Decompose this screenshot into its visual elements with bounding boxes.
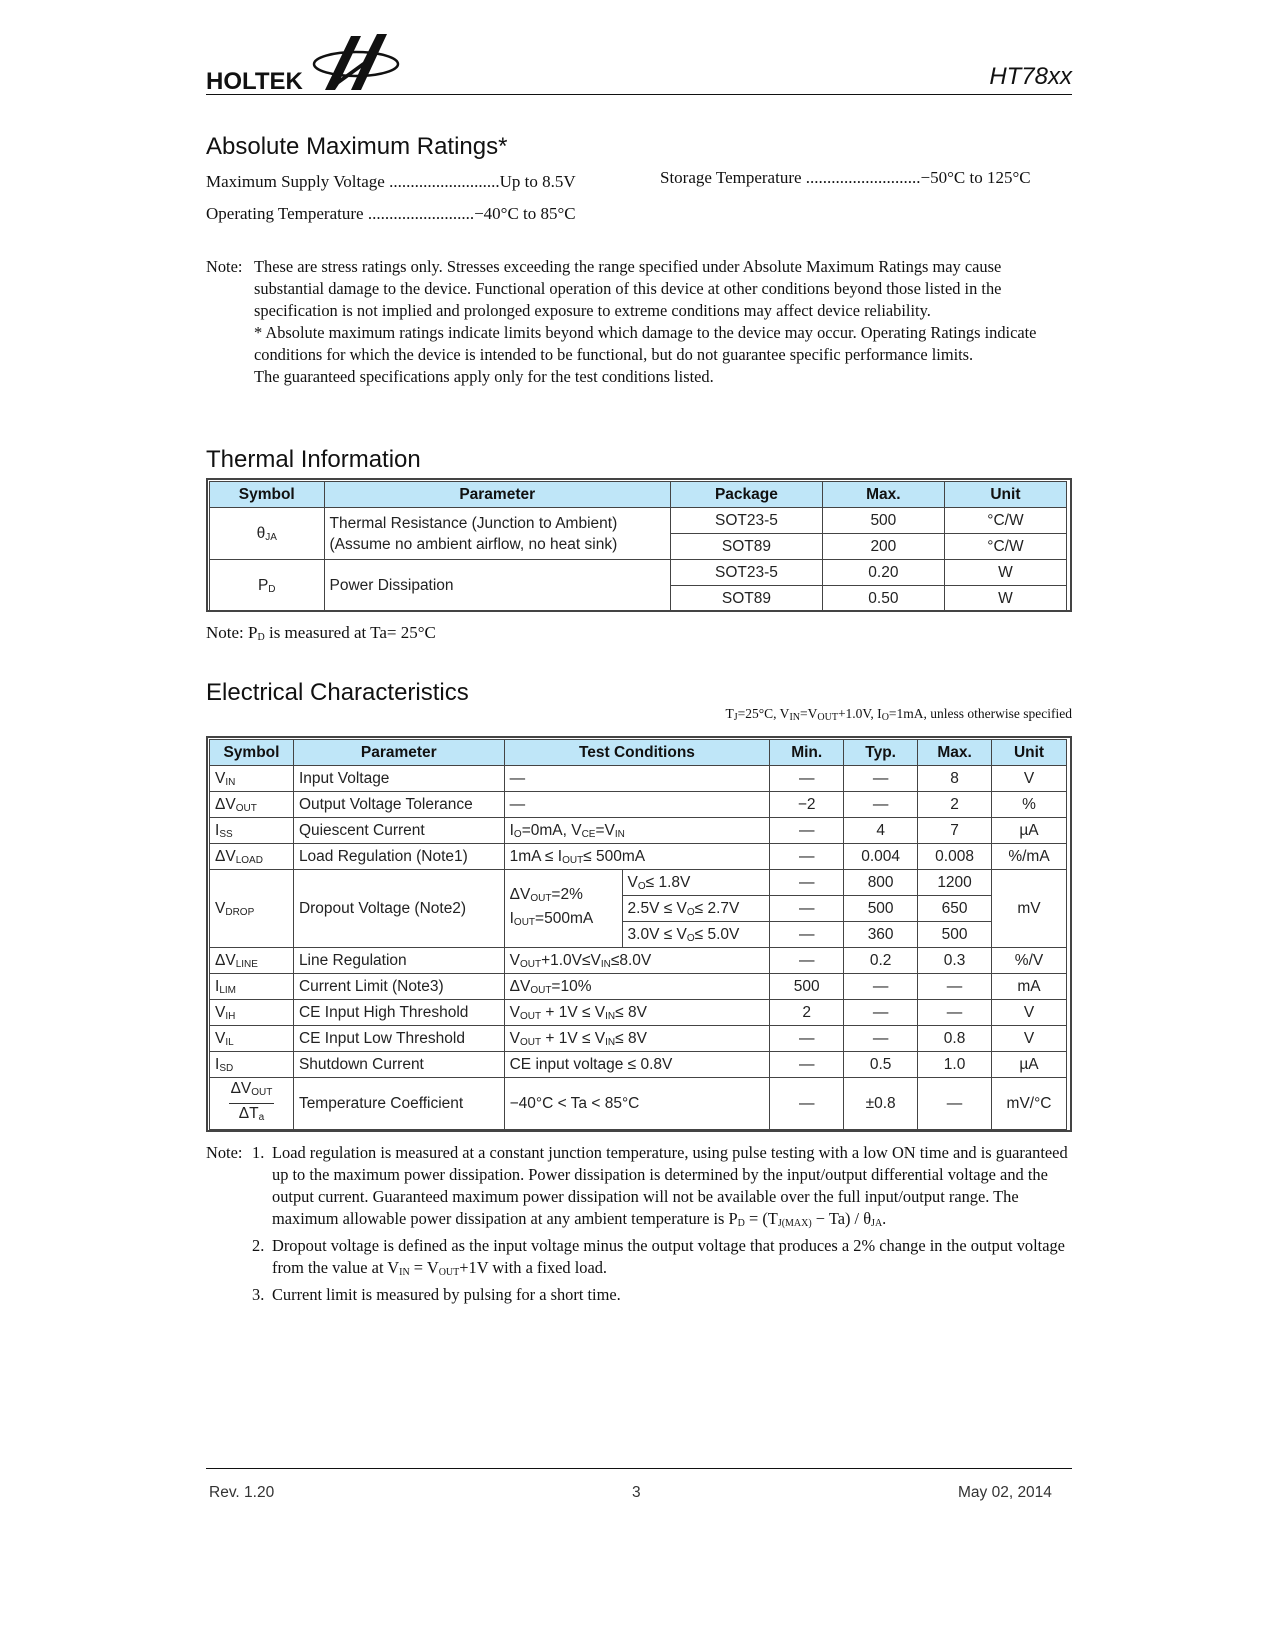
cell-min: — xyxy=(770,922,844,948)
cond-sub4: O xyxy=(881,712,889,723)
pd-sub: D xyxy=(268,583,276,595)
cell-unit: mV xyxy=(992,870,1067,948)
electrical-table-frame xyxy=(206,736,1072,1132)
cell-max: 8 xyxy=(918,766,992,792)
cell-cond: — xyxy=(504,766,770,792)
th-max: Max. xyxy=(822,482,944,508)
thermal-title: Thermal Information xyxy=(206,446,421,473)
cond-sub1: J xyxy=(733,712,738,723)
table-row xyxy=(210,766,1067,792)
logo-mark-icon xyxy=(311,28,401,94)
n1m2: − Ta) / θ xyxy=(811,1209,872,1228)
cell-param: Load Regulation (Note1) xyxy=(293,844,504,870)
n: ΔV xyxy=(230,1080,252,1097)
footer-page-number: 3 xyxy=(632,1484,641,1501)
c: V xyxy=(509,1003,520,1021)
c: V xyxy=(509,1029,520,1047)
c: + 1V ≤ V xyxy=(541,1029,606,1047)
cs: IN xyxy=(605,1010,616,1022)
pd-param-cell: Power Dissipation xyxy=(324,560,670,612)
cs: OUT xyxy=(519,1036,542,1048)
cs: OUT xyxy=(562,854,584,866)
cell-max: 7 xyxy=(918,818,992,844)
cell-symbol xyxy=(210,792,294,818)
cs: IN xyxy=(614,828,625,840)
note-line-3: The guaranteed specifications apply only for the test conditions listed. xyxy=(254,367,714,386)
cell-subcond xyxy=(622,870,770,896)
cond-sub3: OUT xyxy=(817,712,838,723)
c: ≤8.0V xyxy=(610,951,652,969)
cell-symbol xyxy=(210,948,294,974)
document-id: HT78xx xyxy=(989,63,1072,90)
c: V xyxy=(509,951,520,969)
c: + 1V ≤ V xyxy=(541,1003,606,1021)
cell-param: Dropout Voltage (Note2) xyxy=(293,870,504,948)
cs: OUT xyxy=(513,916,536,928)
c: =2% xyxy=(551,885,583,903)
thermal-header-row xyxy=(210,482,1067,508)
cell-unit: °C/W xyxy=(944,534,1066,560)
n1s3: JA xyxy=(871,1218,883,1229)
theta-param-2: (Assume no ambient airflow, no heat sink) xyxy=(329,535,618,553)
cell-cond xyxy=(504,974,770,1000)
c: ≤ 5.0V xyxy=(694,925,740,943)
cell-max: 2 xyxy=(918,792,992,818)
d: ΔT xyxy=(238,1105,259,1122)
electrical-table xyxy=(209,739,1067,1130)
cell-min: 500 xyxy=(770,974,844,1000)
note-2-text: Dropout voltage is defined as the input voltage minus the output voltage that produces a 2% change in the output voltage from the value at V xyxy=(272,1236,1065,1277)
cell-min: — xyxy=(770,1078,844,1130)
cond-t: T xyxy=(725,706,734,721)
cell-unit: µA xyxy=(992,1052,1067,1078)
cell-max: 0.50 xyxy=(822,586,944,612)
note-line-2: * Absolute maximum ratings indicate limits beyond which damage to the device may occur. Operating Ratings indicate conditions for which the device is intended to be functional, but do not guarantee specific performance limits. xyxy=(254,323,1037,364)
cell-max: 1.0 xyxy=(918,1052,992,1078)
cell-param: Shutdown Current xyxy=(293,1052,504,1078)
cell-param: Quiescent Current xyxy=(293,818,504,844)
thermal-note xyxy=(206,623,436,643)
cell-typ: — xyxy=(844,974,918,1000)
cell-pkg: SOT23-5 xyxy=(670,560,822,586)
sym: V xyxy=(215,1003,226,1021)
cond-p5: =1mA, unless otherwise specified xyxy=(888,706,1072,721)
sym-sub: LINE xyxy=(235,958,258,970)
theta-param-cell xyxy=(324,508,670,560)
cell-cond: −40°C < Ta < 85°C xyxy=(504,1078,770,1130)
sym: V xyxy=(215,769,226,787)
n1s1: D xyxy=(737,1218,745,1229)
cell-typ: — xyxy=(844,1026,918,1052)
cell-param: Temperature Coefficient xyxy=(293,1078,504,1130)
sym: I xyxy=(215,977,220,995)
cell-typ: 800 xyxy=(844,870,918,896)
thermal-note-sub: D xyxy=(257,632,265,643)
fraction-den xyxy=(229,1104,275,1128)
cell-min: — xyxy=(770,766,844,792)
cs: O xyxy=(637,880,646,892)
abs-max-title: Absolute Maximum Ratings* xyxy=(206,133,508,160)
c: ≤ 8V xyxy=(615,1003,647,1021)
cond-p4: +1.0V, I xyxy=(837,706,882,721)
cell-symbol xyxy=(210,1026,294,1052)
max-supply-voltage: Maximum Supply Voltage ..........................Up to 8.5V xyxy=(206,172,576,191)
th-typ: Typ. xyxy=(844,740,918,766)
cell-symbol xyxy=(210,1052,294,1078)
sym-sub: IH xyxy=(225,1010,236,1022)
cell-max: — xyxy=(918,1078,992,1130)
table-row xyxy=(210,818,1067,844)
table-row xyxy=(210,1000,1067,1026)
cell-max: 500 xyxy=(918,922,992,948)
note-2 xyxy=(252,1235,1074,1284)
operating-temperature: Operating Temperature .........................−40°C to 85°C xyxy=(206,204,576,223)
c: ≤ 500mA xyxy=(583,847,646,865)
cs: OUT xyxy=(530,892,552,904)
cell-max: 200 xyxy=(822,534,944,560)
c: ≤ 2.7V xyxy=(694,899,740,917)
cell-cond xyxy=(504,844,770,870)
cell-symbol-fraction xyxy=(210,1078,294,1130)
sym-sub: DROP xyxy=(225,906,255,918)
pd-symbol-cell xyxy=(210,560,325,612)
cell-typ: — xyxy=(844,1000,918,1026)
table-row xyxy=(210,844,1067,870)
cell-max: 650 xyxy=(918,896,992,922)
cell-min: — xyxy=(770,1052,844,1078)
sym: ΔV xyxy=(215,951,236,969)
cell-unit: µA xyxy=(992,818,1067,844)
cs: CE xyxy=(581,828,596,840)
electrical-notes xyxy=(206,1142,1074,1306)
sym-sub: LOAD xyxy=(235,854,263,866)
cell-min: — xyxy=(770,870,844,896)
cs: O xyxy=(686,932,695,944)
n1s2: J(MAX) xyxy=(777,1218,812,1229)
table-row xyxy=(210,792,1067,818)
c: =V xyxy=(595,821,615,839)
cs: O xyxy=(513,828,522,840)
cond-line xyxy=(510,885,617,909)
footer-divider xyxy=(206,1468,1072,1469)
cell-min: — xyxy=(770,896,844,922)
cell-unit: V xyxy=(992,1000,1067,1026)
cell-cond: — xyxy=(504,792,770,818)
cell-cond xyxy=(504,1026,770,1052)
table-row xyxy=(210,974,1067,1000)
cell-max: 0.8 xyxy=(918,1026,992,1052)
footer-date: May 02, 2014 xyxy=(958,1484,1052,1501)
cell-symbol xyxy=(210,1000,294,1026)
cell-typ: ±0.8 xyxy=(844,1078,918,1130)
sym-sub: OUT xyxy=(235,802,257,814)
cell-min: — xyxy=(770,818,844,844)
c: I xyxy=(509,909,514,927)
thermal-note-a: Note: P xyxy=(206,623,258,642)
cell-param: Line Regulation xyxy=(293,948,504,974)
theta-symbol: θ xyxy=(256,524,266,542)
note-line-1: These are stress ratings only. Stresses exceeding the range specified under Absolute Maximum Ratings may cause substantial damage to the device. Functional operation of this device at other conditions beyond those listed in the specification is not implied and prolonged exposure to extreme conditions may affect device reliability. xyxy=(254,257,1002,320)
electrical-header-row xyxy=(210,740,1067,766)
cell-unit: mV/°C xyxy=(992,1078,1067,1130)
th-unit: Unit xyxy=(992,740,1067,766)
cond-p3: =V xyxy=(800,706,818,721)
theta-param-1: Thermal Resistance (Junction to Ambient) xyxy=(329,514,618,532)
th-min: Min. xyxy=(770,740,844,766)
cell-cond-main xyxy=(504,870,622,948)
cell-max: 0.20 xyxy=(822,560,944,586)
c: =10% xyxy=(551,977,592,995)
th-parameter: Parameter xyxy=(324,482,670,508)
table-row xyxy=(210,870,1067,896)
cell-param: CE Input Low Threshold xyxy=(293,1026,504,1052)
sym-sub: LIM xyxy=(219,984,236,996)
electrical-title: Electrical Characteristics xyxy=(206,679,469,706)
n2s1: IN xyxy=(399,1267,410,1278)
abs-max-note xyxy=(206,256,1074,388)
footer-revision: Rev. 1.20 xyxy=(209,1484,275,1501)
c: =0mA, V xyxy=(521,821,582,839)
test-conditions-note xyxy=(726,706,1073,723)
n2s2: OUT xyxy=(438,1267,460,1278)
cell-symbol xyxy=(210,844,294,870)
cell-typ: — xyxy=(844,792,918,818)
header-divider xyxy=(206,94,1072,95)
cell-min: — xyxy=(770,948,844,974)
cell-typ: 360 xyxy=(844,922,918,948)
th-max: Max. xyxy=(918,740,992,766)
thermal-table xyxy=(209,481,1067,612)
th-package: Package xyxy=(670,482,822,508)
theta-sub: JA xyxy=(265,531,277,543)
c: =500mA xyxy=(535,909,594,927)
cs: O xyxy=(686,906,695,918)
pd-symbol: P xyxy=(257,576,269,594)
c: +1.0V≤V xyxy=(541,951,601,969)
cond-sub2: IN xyxy=(789,712,800,723)
cell-param: Input Voltage xyxy=(293,766,504,792)
cell-typ: 500 xyxy=(844,896,918,922)
cell-unit: W xyxy=(944,586,1066,612)
cell-cond: CE input voltage ≤ 0.8V xyxy=(504,1052,770,1078)
theta-symbol-cell xyxy=(210,508,325,560)
cell-typ: — xyxy=(844,766,918,792)
cs: IN xyxy=(605,1036,616,1048)
cell-symbol xyxy=(210,870,294,948)
table-row xyxy=(210,1026,1067,1052)
th-symbol: Symbol xyxy=(210,740,294,766)
cell-unit: % xyxy=(992,792,1067,818)
n2e: +1V with a fixed load. xyxy=(459,1258,608,1277)
cell-unit: mA xyxy=(992,974,1067,1000)
c: 3.0V ≤ V xyxy=(627,925,687,943)
cell-typ: 0.2 xyxy=(844,948,918,974)
cell-cond xyxy=(504,1000,770,1026)
cell-symbol xyxy=(210,974,294,1000)
logo-text: HOLTEK xyxy=(206,68,303,95)
c: 1mA ≤ I xyxy=(509,847,563,865)
cell-param: Output Voltage Tolerance xyxy=(293,792,504,818)
cell-cond xyxy=(504,818,770,844)
sym: ΔV xyxy=(215,795,236,813)
sym-sub: SS xyxy=(219,828,233,840)
cond-p2: =25°C, V xyxy=(737,706,790,721)
storage-temperature: Storage Temperature ...........................−50°C to 125°C xyxy=(660,168,1031,187)
cell-typ: 0.004 xyxy=(844,844,918,870)
fraction-num xyxy=(229,1079,275,1104)
cell-min: — xyxy=(770,844,844,870)
cell-max: — xyxy=(918,974,992,1000)
table-row xyxy=(210,508,1067,534)
sym: V xyxy=(215,1029,226,1047)
sym-sub: IN xyxy=(225,776,236,788)
cell-max: 0.008 xyxy=(918,844,992,870)
c: 2.5V ≤ V xyxy=(627,899,687,917)
sym-sub: SD xyxy=(219,1062,234,1074)
n2m: = V xyxy=(409,1258,439,1277)
thermal-note-b: is measured at Ta= 25°C xyxy=(264,623,436,642)
cs: OUT xyxy=(519,958,542,970)
cell-unit: V xyxy=(992,766,1067,792)
cell-min: −2 xyxy=(770,792,844,818)
cs: OUT xyxy=(519,1010,542,1022)
cell-unit: V xyxy=(992,1026,1067,1052)
cell-pkg: SOT23-5 xyxy=(670,508,822,534)
cell-unit: °C/W xyxy=(944,508,1066,534)
cell-typ: 0.5 xyxy=(844,1052,918,1078)
note-3-num: 3. xyxy=(252,1285,265,1304)
cell-pkg: SOT89 xyxy=(670,534,822,560)
cell-max: 1200 xyxy=(918,870,992,896)
c: ΔV xyxy=(509,977,531,995)
notes-label: Note: xyxy=(206,1143,243,1162)
n1e: . xyxy=(882,1209,887,1228)
th-unit: Unit xyxy=(944,482,1066,508)
note-1-num: 1. xyxy=(252,1143,265,1162)
sym-sub: IL xyxy=(225,1036,234,1048)
c: I xyxy=(509,821,514,839)
cell-unit: %/mA xyxy=(992,844,1067,870)
cell-min: — xyxy=(770,1026,844,1052)
cell-unit: W xyxy=(944,560,1066,586)
table-row xyxy=(210,1078,1067,1130)
cs: IN xyxy=(600,958,611,970)
note-1 xyxy=(252,1142,1074,1235)
sym: ΔV xyxy=(215,847,236,865)
cell-symbol xyxy=(210,766,294,792)
cell-symbol xyxy=(210,818,294,844)
sym: I xyxy=(215,821,220,839)
note-3-text: Current limit is measured by pulsing for a short time. xyxy=(272,1285,621,1304)
cell-cond xyxy=(504,948,770,974)
cell-max: — xyxy=(918,1000,992,1026)
c: ≤ 8V xyxy=(615,1029,647,1047)
c: V xyxy=(627,873,638,891)
cell-subcond xyxy=(622,922,770,948)
note-1-text: Load regulation is measured at a constant junction temperature, using pulse testing with a low ON time and is guaranteed up to the maximum power dissipation. Power dissipation is determined by the input/output differential voltage and the output current. Guaranteed maximum power dissipation will not be available over the full input/output range. The maximum allowable power dissipation at any ambient temperature is P xyxy=(272,1143,1068,1228)
cell-unit: %/V xyxy=(992,948,1067,974)
cell-subcond xyxy=(622,896,770,922)
sym: V xyxy=(215,899,226,917)
th-parameter: Parameter xyxy=(293,740,504,766)
note-2-num: 2. xyxy=(252,1236,265,1255)
ns: OUT xyxy=(251,1087,273,1098)
table-row xyxy=(210,1052,1067,1078)
note-label: Note: xyxy=(206,257,243,276)
c: ΔV xyxy=(509,885,531,903)
ds: a xyxy=(258,1112,265,1123)
cell-min: 2 xyxy=(770,1000,844,1026)
cell-max: 500 xyxy=(822,508,944,534)
cell-pkg: SOT89 xyxy=(670,586,822,612)
cell-param: Current Limit (Note3) xyxy=(293,974,504,1000)
table-row xyxy=(210,560,1067,586)
note-3 xyxy=(252,1284,1074,1306)
th-symbol: Symbol xyxy=(210,482,325,508)
sym: I xyxy=(215,1055,220,1073)
cell-typ: 4 xyxy=(844,818,918,844)
cond-line xyxy=(510,909,617,933)
holtek-logo xyxy=(206,28,406,100)
n1m: = (T xyxy=(744,1209,778,1228)
thermal-table-frame xyxy=(206,478,1072,612)
c: ≤ 1.8V xyxy=(645,873,691,891)
cell-max: 0.3 xyxy=(918,948,992,974)
th-test-conditions: Test Conditions xyxy=(504,740,770,766)
table-row xyxy=(210,948,1067,974)
cell-param: CE Input High Threshold xyxy=(293,1000,504,1026)
cs: OUT xyxy=(530,984,552,996)
